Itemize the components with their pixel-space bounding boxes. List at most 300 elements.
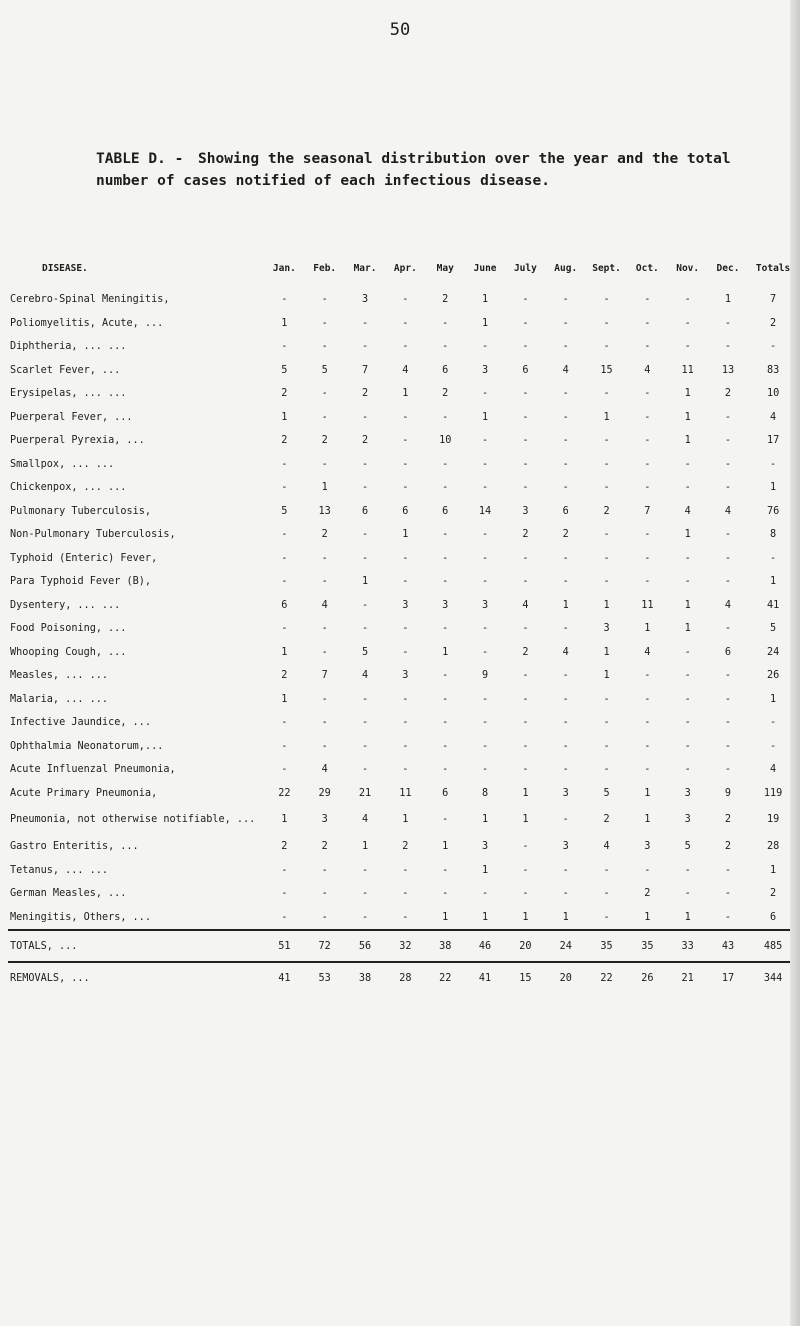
- month-value-cell: -: [562, 623, 569, 635]
- month-value-cell: -: [442, 693, 449, 705]
- month-value-cell: -: [281, 341, 288, 353]
- header-month: June: [473, 262, 497, 274]
- month-value-cell: -: [442, 341, 449, 353]
- month-value-cell: -: [402, 911, 409, 923]
- table-row: [8, 523, 798, 547]
- month-value-cell: 2: [724, 841, 732, 853]
- page-edge-shadow: [790, 0, 800, 1326]
- month-value-cell: -: [522, 435, 529, 447]
- month-value-cell: 4: [724, 505, 732, 517]
- month-value-cell: -: [442, 552, 449, 564]
- table-row: [8, 735, 798, 759]
- month-value-cell: -: [684, 576, 691, 588]
- month-value-cell: -: [442, 529, 449, 541]
- month-value-cell: -: [482, 482, 489, 494]
- month-value-cell: 3: [684, 787, 691, 799]
- disease-cell: [8, 882, 264, 906]
- disease-cell: [8, 906, 264, 931]
- month-value-cell: -: [361, 529, 369, 541]
- month-value-cell: 1: [684, 623, 691, 635]
- month-value-cell: 6: [281, 599, 288, 611]
- month-value-cell: -: [482, 388, 489, 400]
- month-value-cell: -: [562, 435, 569, 447]
- total-value-cell: 17: [766, 435, 780, 447]
- month-value-cell: -: [644, 317, 651, 329]
- month-value-cell: 1: [442, 841, 449, 853]
- month-value-cell: -: [603, 482, 610, 494]
- month-value-cell: -: [321, 911, 328, 923]
- disease-cell: [8, 500, 264, 524]
- disease-cell: [8, 835, 264, 859]
- month-value-cell: -: [442, 764, 449, 776]
- month-value-cell: 6: [442, 364, 449, 376]
- total-value-cell: 1: [770, 864, 777, 876]
- month-value-cell: -: [603, 294, 610, 306]
- month-value-cell: -: [562, 814, 569, 825]
- month-value-cell: 1: [482, 814, 489, 825]
- month-value-cell: -: [442, 623, 449, 635]
- month-value-cell: -: [724, 576, 732, 588]
- leader-dots: ...: [101, 364, 121, 376]
- total-value-cell: 7: [770, 294, 777, 306]
- month-value-cell: -: [402, 693, 409, 705]
- month-value-cell: -: [442, 458, 449, 470]
- month-value-cell: -: [562, 458, 569, 470]
- month-value-cell: -: [562, 317, 569, 329]
- table-row: [8, 882, 798, 906]
- table-row: [8, 288, 798, 312]
- month-value-cell: -: [321, 646, 328, 658]
- month-value-cell: 20: [546, 962, 586, 993]
- disease-name: Food Poisoning,: [10, 623, 103, 635]
- month-value-cell: -: [684, 740, 691, 752]
- month-value-cell: -: [562, 693, 569, 705]
- table-row: [8, 688, 798, 712]
- month-value-cell: 3: [522, 505, 529, 517]
- table-row: [8, 500, 798, 524]
- header-totals: Totals: [755, 262, 791, 274]
- month-value-cell: -: [281, 888, 288, 900]
- month-value-cell: -: [684, 458, 691, 470]
- month-value-cell: -: [724, 911, 732, 923]
- month-value-cell: 6: [562, 505, 569, 517]
- month-value-cell: 1: [603, 599, 610, 611]
- disease-cell: [8, 641, 264, 665]
- month-value-cell: 4: [724, 599, 732, 611]
- month-value-cell: -: [724, 717, 732, 729]
- month-value-cell: -: [482, 458, 489, 470]
- header-month: May: [436, 262, 454, 274]
- month-value-cell: 3: [482, 841, 489, 853]
- total-value-cell: 5: [770, 623, 777, 635]
- month-value-cell: 35: [627, 930, 667, 962]
- header-month: Apr.: [393, 262, 417, 274]
- month-value-cell: 3: [361, 294, 369, 306]
- disease-table: [8, 258, 798, 993]
- month-value-cell: -: [281, 911, 288, 923]
- month-value-cell: -: [724, 435, 732, 447]
- month-value-cell: -: [522, 576, 529, 588]
- month-value-cell: 11: [399, 787, 412, 799]
- month-value-cell: -: [522, 841, 529, 853]
- month-value-cell: -: [281, 529, 288, 541]
- month-value-cell: 1: [724, 294, 732, 306]
- table-row: [8, 835, 798, 859]
- disease-name: Pneumonia, not otherwise notifiable,: [10, 814, 231, 825]
- disease-name: Scarlet Fever,: [10, 364, 96, 376]
- table-body: [8, 278, 798, 993]
- month-value-cell: 17: [708, 962, 748, 993]
- disease-name: Infective Jaundice,: [10, 717, 127, 729]
- month-value-cell: 1: [442, 911, 449, 923]
- month-value-cell: -: [402, 341, 409, 353]
- month-value-cell: -: [644, 388, 651, 400]
- month-value-cell: 2: [603, 814, 610, 825]
- month-value-cell: -: [562, 552, 569, 564]
- month-value-cell: 20: [505, 930, 545, 962]
- month-value-cell: 1: [603, 411, 610, 423]
- month-value-cell: -: [562, 888, 569, 900]
- leader-dots: ...: [114, 411, 133, 423]
- month-value-cell: 1: [522, 911, 529, 923]
- month-value-cell: -: [321, 458, 328, 470]
- leader-dots: ...: [132, 717, 151, 729]
- month-value-cell: -: [522, 864, 529, 876]
- month-value-cell: -: [522, 717, 529, 729]
- month-value-cell: 46: [465, 930, 505, 962]
- month-value-cell: 22: [586, 962, 627, 993]
- month-value-cell: -: [603, 388, 610, 400]
- month-value-cell: 13: [318, 505, 331, 517]
- month-value-cell: -: [361, 482, 369, 494]
- month-value-cell: -: [482, 341, 489, 353]
- month-value-cell: -: [402, 646, 409, 658]
- month-value-cell: 1: [482, 317, 489, 329]
- month-value-cell: -: [724, 740, 732, 752]
- table-row: [8, 359, 798, 383]
- month-value-cell: -: [522, 482, 529, 494]
- total-value-cell: 24: [766, 646, 780, 658]
- disease-cell: [8, 547, 264, 571]
- table-row: [8, 906, 798, 931]
- table-row: [8, 453, 798, 477]
- month-value-cell: 4: [644, 364, 651, 376]
- month-value-cell: 2: [522, 646, 529, 658]
- month-value-cell: 1: [603, 670, 610, 682]
- month-value-cell: 1: [281, 693, 288, 705]
- month-value-cell: 3: [442, 599, 449, 611]
- month-value-cell: -: [724, 693, 732, 705]
- month-value-cell: -: [603, 888, 610, 900]
- total-value-cell: 2: [770, 317, 777, 329]
- month-value-cell: 1: [644, 814, 651, 825]
- month-value-cell: 2: [402, 841, 409, 853]
- month-value-cell: -: [321, 693, 328, 705]
- month-value-cell: 5: [281, 364, 288, 376]
- month-value-cell: -: [724, 411, 732, 423]
- month-value-cell: -: [321, 576, 328, 588]
- month-value-cell: 2: [281, 670, 288, 682]
- leader-dots: ...: [108, 623, 127, 635]
- month-value-cell: -: [281, 576, 288, 588]
- month-value-cell: -: [281, 740, 288, 752]
- month-value-cell: 1: [482, 294, 489, 306]
- disease-cell: [8, 406, 264, 430]
- month-value-cell: 3: [684, 814, 691, 825]
- table-row: [8, 758, 798, 782]
- month-value-cell: -: [402, 317, 409, 329]
- month-value-cell: 1: [562, 599, 569, 611]
- disease-cell: [8, 594, 264, 618]
- disease-name: Gastro Enteritis,: [10, 841, 115, 853]
- disease-name: Ophthalmia Neonatorum,...: [10, 740, 164, 752]
- month-value-cell: 4: [361, 670, 369, 682]
- leader-dots: ... ...: [83, 482, 127, 494]
- month-value-cell: 9: [482, 670, 489, 682]
- month-value-cell: 13: [721, 364, 735, 376]
- month-value-cell: -: [522, 341, 529, 353]
- leader-dots: ...: [108, 646, 127, 658]
- month-value-cell: 6: [442, 505, 449, 517]
- month-value-cell: -: [644, 458, 651, 470]
- leader-dots: ... ...: [83, 341, 127, 353]
- disease-name: Typhoid (Enteric) Fever,: [10, 552, 158, 564]
- month-value-cell: -: [402, 717, 409, 729]
- disease-name: Chickenpox,: [10, 482, 78, 494]
- month-value-cell: 1: [684, 435, 691, 447]
- month-value-cell: -: [603, 740, 610, 752]
- month-value-cell: -: [321, 341, 328, 353]
- disease-cell: [8, 805, 264, 835]
- month-value-cell: -: [281, 458, 288, 470]
- table-row: [8, 641, 798, 665]
- disease-cell: [8, 758, 264, 782]
- month-value-cell: -: [522, 693, 529, 705]
- month-value-cell: 4: [562, 364, 569, 376]
- month-value-cell: -: [684, 670, 691, 682]
- month-value-cell: 2: [281, 435, 288, 447]
- month-value-cell: -: [442, 717, 449, 729]
- month-value-cell: 4: [684, 505, 691, 517]
- total-value-cell: -: [770, 458, 777, 470]
- month-value-cell: -: [442, 576, 449, 588]
- disease-cell: [8, 335, 264, 359]
- disease-cell: [8, 735, 264, 759]
- month-value-cell: -: [482, 552, 489, 564]
- month-value-cell: -: [281, 552, 288, 564]
- month-value-cell: -: [603, 458, 610, 470]
- month-value-cell: -: [482, 693, 489, 705]
- disease-name: Tetanus,: [10, 864, 60, 876]
- month-value-cell: 1: [684, 911, 691, 923]
- month-value-cell: 2: [281, 388, 288, 400]
- month-value-cell: 6: [402, 505, 409, 517]
- month-value-cell: 56: [345, 930, 385, 962]
- month-value-cell: -: [644, 294, 651, 306]
- total-value-cell: 41: [766, 599, 780, 611]
- month-value-cell: -: [562, 411, 569, 423]
- month-value-cell: -: [562, 482, 569, 494]
- header-month: Oct.: [635, 262, 659, 274]
- disease-name: Non-Pulmonary Tuberculosis,: [10, 529, 176, 541]
- month-value-cell: -: [402, 740, 409, 752]
- disease-cell: [8, 523, 264, 547]
- month-value-cell: 3: [482, 599, 489, 611]
- disease-name: Meningitis, Others,: [10, 911, 127, 923]
- month-value-cell: -: [684, 888, 691, 900]
- disease-name: Poliomyelitis, Acute,: [10, 317, 139, 329]
- disease-cell: [8, 476, 264, 500]
- month-value-cell: 11: [681, 364, 694, 376]
- month-value-cell: 2: [724, 388, 732, 400]
- month-value-cell: 22: [278, 787, 291, 799]
- disease-name: Acute Primary Pneumonia,: [10, 787, 158, 799]
- month-value-cell: -: [522, 458, 529, 470]
- month-value-cell: -: [321, 294, 328, 306]
- month-value-cell: 15: [505, 962, 545, 993]
- month-value-cell: 1: [482, 911, 489, 923]
- month-value-cell: 1: [644, 623, 651, 635]
- month-value-cell: 2: [442, 294, 449, 306]
- disease-name: German Measles,: [10, 888, 103, 900]
- month-value-cell: 15: [600, 364, 613, 376]
- month-value-cell: -: [361, 717, 369, 729]
- disease-name: Dysentery,: [10, 599, 72, 611]
- month-value-cell: -: [724, 529, 732, 541]
- month-value-cell: -: [603, 864, 610, 876]
- month-value-cell: -: [724, 341, 732, 353]
- leader-dots: ...: [120, 841, 139, 853]
- month-value-cell: -: [482, 623, 489, 635]
- month-value-cell: -: [281, 482, 288, 494]
- month-value-cell: 38: [345, 962, 385, 993]
- total-value-cell: 119: [763, 787, 783, 799]
- leader-dots: ...: [126, 435, 145, 447]
- leader-dots: ... ...: [71, 458, 115, 470]
- month-value-cell: -: [321, 552, 328, 564]
- month-value-cell: 3: [402, 599, 409, 611]
- month-value-cell: -: [522, 623, 529, 635]
- month-value-cell: -: [442, 317, 449, 329]
- header-disease: DISEASE.: [42, 262, 88, 274]
- month-value-cell: 51: [264, 930, 304, 962]
- table-row: [8, 805, 798, 835]
- month-value-cell: 1: [281, 814, 288, 825]
- disease-name: Pulmonary Tuberculosis,: [10, 505, 152, 517]
- month-value-cell: -: [684, 646, 691, 658]
- month-value-cell: -: [603, 435, 610, 447]
- table-row: [8, 547, 798, 571]
- month-value-cell: 1: [281, 411, 288, 423]
- leader-dots: ... ...: [83, 388, 127, 400]
- month-value-cell: -: [361, 317, 369, 329]
- month-value-cell: 4: [321, 764, 328, 776]
- month-value-cell: -: [724, 458, 732, 470]
- month-value-cell: 3: [482, 364, 489, 376]
- month-value-cell: -: [402, 411, 409, 423]
- month-value-cell: -: [482, 888, 489, 900]
- month-value-cell: 9: [724, 787, 732, 799]
- leader-dots: ... ...: [77, 599, 121, 611]
- month-value-cell: -: [603, 552, 610, 564]
- month-value-cell: 1: [442, 646, 449, 658]
- total-value-cell: 4: [770, 411, 777, 423]
- month-value-cell: -: [522, 670, 529, 682]
- total-value-cell: 28: [766, 841, 780, 853]
- month-value-cell: -: [603, 717, 610, 729]
- month-value-cell: -: [644, 864, 651, 876]
- header-month: Jan.: [272, 262, 296, 274]
- disease-cell: [8, 962, 264, 993]
- month-value-cell: 5: [603, 787, 610, 799]
- leader-dots: ...: [144, 317, 164, 329]
- disease-name: Puerperal Fever,: [10, 411, 109, 423]
- disease-name: Para Typhoid Fever (B),: [10, 576, 152, 588]
- month-value-cell: -: [361, 552, 369, 564]
- month-value-cell: 1: [522, 814, 529, 825]
- leader-dots: ... ...: [65, 864, 109, 876]
- table-row: [8, 859, 798, 883]
- month-value-cell: -: [442, 864, 449, 876]
- month-value-cell: 33: [668, 930, 708, 962]
- total-value-cell: 485: [748, 930, 798, 962]
- month-value-cell: 1: [562, 911, 569, 923]
- leader-dots: ...: [132, 911, 151, 923]
- total-value-cell: -: [770, 740, 777, 752]
- month-value-cell: -: [482, 764, 489, 776]
- disease-cell: [8, 359, 264, 383]
- month-value-cell: 3: [603, 623, 610, 635]
- month-value-cell: 1: [684, 411, 691, 423]
- month-value-cell: 21: [668, 962, 708, 993]
- header-month: Aug.: [554, 262, 578, 274]
- month-value-cell: -: [644, 435, 651, 447]
- month-value-cell: -: [361, 764, 369, 776]
- disease-name: Malaria,: [10, 693, 60, 705]
- month-value-cell: 3: [402, 670, 409, 682]
- month-value-cell: -: [724, 864, 732, 876]
- month-value-cell: -: [321, 717, 328, 729]
- month-value-cell: -: [644, 693, 651, 705]
- month-value-cell: 7: [361, 364, 369, 376]
- month-value-cell: -: [361, 341, 369, 353]
- month-value-cell: -: [603, 911, 610, 923]
- month-value-cell: -: [684, 482, 691, 494]
- leader-dots: ...: [58, 940, 78, 952]
- month-value-cell: 35: [586, 930, 627, 962]
- month-value-cell: -: [644, 341, 651, 353]
- month-value-cell: -: [442, 411, 449, 423]
- month-value-cell: 41: [264, 962, 304, 993]
- month-value-cell: 2: [321, 529, 328, 541]
- month-value-cell: -: [522, 888, 529, 900]
- disease-cell: [8, 288, 264, 312]
- month-value-cell: -: [522, 552, 529, 564]
- month-value-cell: 4: [321, 599, 328, 611]
- month-value-cell: 2: [321, 841, 328, 853]
- month-value-cell: -: [442, 740, 449, 752]
- month-value-cell: 1: [684, 388, 691, 400]
- month-value-cell: 21: [358, 787, 372, 799]
- month-value-cell: -: [644, 576, 651, 588]
- month-value-cell: -: [724, 623, 732, 635]
- month-value-cell: 5: [281, 505, 288, 517]
- month-value-cell: -: [562, 740, 569, 752]
- disease-name: Diphtheria,: [10, 341, 78, 353]
- disease-name: REMOVALS,: [10, 972, 66, 984]
- month-value-cell: 38: [426, 930, 465, 962]
- month-value-cell: 6: [724, 646, 732, 658]
